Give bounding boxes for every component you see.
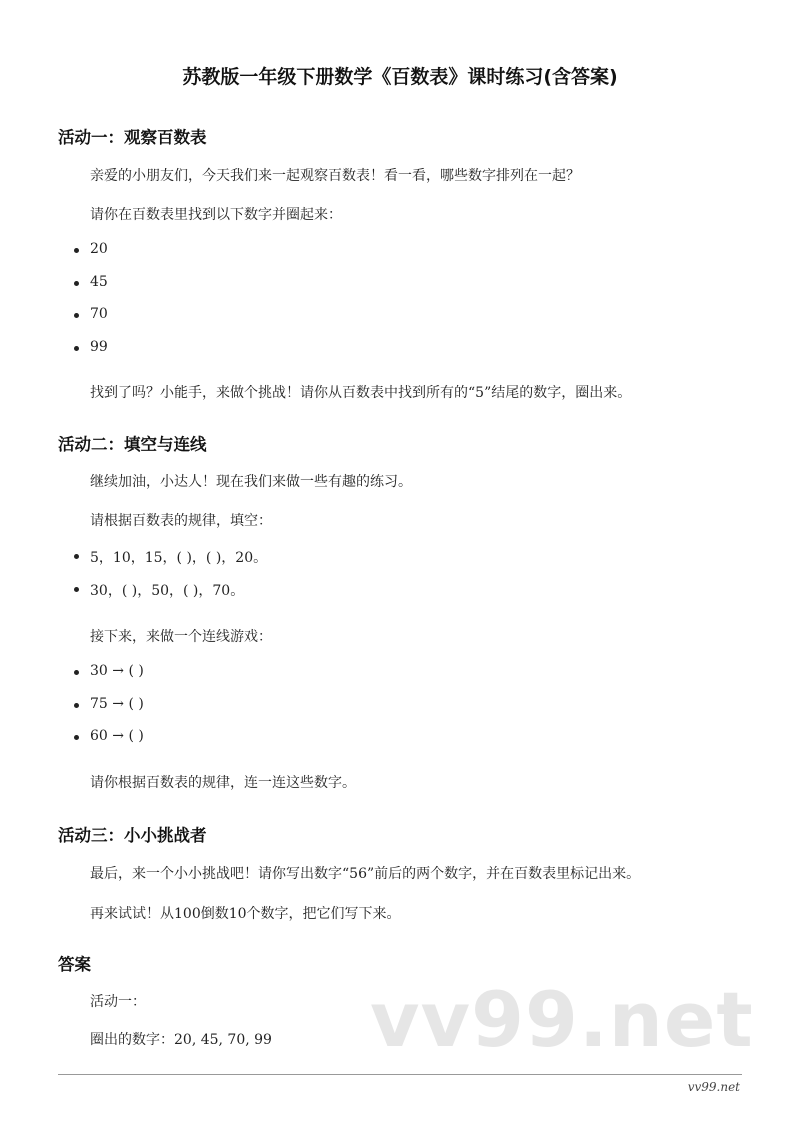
- activity3-task1: 最后，来一个小小挑战吧！请你写出数字“56”前后的两个数字，并在百数表里标记出来。: [90, 866, 641, 882]
- bullet-icon: [74, 281, 79, 286]
- list-item-text: 45: [90, 273, 108, 290]
- answers-activity1-answer: 圈出的数字：20, 45, 70, 99: [90, 1032, 272, 1048]
- activity2-match-list: [74, 663, 144, 761]
- footer-site: vv99.net: [687, 1080, 740, 1094]
- activity2-heading: 活动二：填空与连线: [58, 435, 207, 454]
- bullet-icon: [74, 554, 79, 559]
- list-item-text: 5，10，15，( )，( )，20。: [90, 550, 268, 566]
- list-item: [74, 306, 108, 339]
- answers-heading: 答案: [58, 955, 91, 974]
- bullet-icon: [74, 313, 79, 318]
- list-item: [74, 274, 108, 307]
- activity3-task2: 再来试试！从100倒数10个数字，把它们写下来。: [90, 906, 401, 922]
- list-item: [74, 339, 108, 372]
- list-item-text: 30 → ( ): [90, 663, 144, 679]
- list-item-text: 70: [90, 306, 108, 322]
- list-item: [74, 696, 144, 729]
- activity1-intro: 亲爱的小朋友们，今天我们来一起观察百数表！看一看，哪些数字排列在一起？: [90, 168, 580, 184]
- list-item: [74, 241, 108, 274]
- bullet-icon: [74, 587, 79, 592]
- list-item-text: 99: [90, 338, 108, 355]
- list-item-text: 30，( )，50，( )，70。: [90, 582, 245, 599]
- activity1-challenge: 找到了吗？小能手，来做个挑战！请你从百数表中找到所有的“5”结尾的数字，圈出来。: [90, 385, 632, 401]
- list-item-text: 60 → ( ): [90, 728, 144, 744]
- document-title: 苏教版一年级下册数学《百数表》课时练习(含答案): [182, 66, 618, 88]
- activity2-intro: 继续加油，小达人！现在我们来做一些有趣的练习。: [90, 474, 412, 490]
- list-item-text: 20: [90, 241, 108, 257]
- bullet-icon: [74, 346, 79, 351]
- bullet-icon: [74, 248, 79, 253]
- activity3-heading: 活动三：小小挑战者: [58, 826, 207, 845]
- bullet-icon: [74, 735, 79, 740]
- activity2-fill-list: [74, 547, 267, 612]
- list-item: [74, 663, 144, 696]
- list-item-text: 75 → ( ): [90, 695, 144, 712]
- activity1-heading: 活动一：观察百数表: [58, 128, 207, 147]
- activity2-match-instruction: 接下来，来做一个连线游戏：: [90, 629, 272, 645]
- list-item: [74, 728, 144, 761]
- activity2-fill-instruction: 请根据百数表的规律，填空：: [90, 513, 272, 529]
- answers-activity1-label: 活动一：: [90, 994, 146, 1010]
- bullet-icon: [74, 670, 79, 675]
- activity1-number-list: [74, 241, 108, 371]
- list-item: [74, 547, 267, 580]
- list-item: [74, 580, 267, 613]
- activity2-match-followup: 请你根据百数表的规律，连一连这些数字。: [90, 775, 356, 791]
- bullet-icon: [74, 703, 79, 708]
- footer-divider: [58, 1074, 742, 1075]
- activity1-instruction: 请你在百数表里找到以下数字并圈起来：: [90, 207, 342, 223]
- watermark: vv99.net: [370, 975, 754, 1064]
